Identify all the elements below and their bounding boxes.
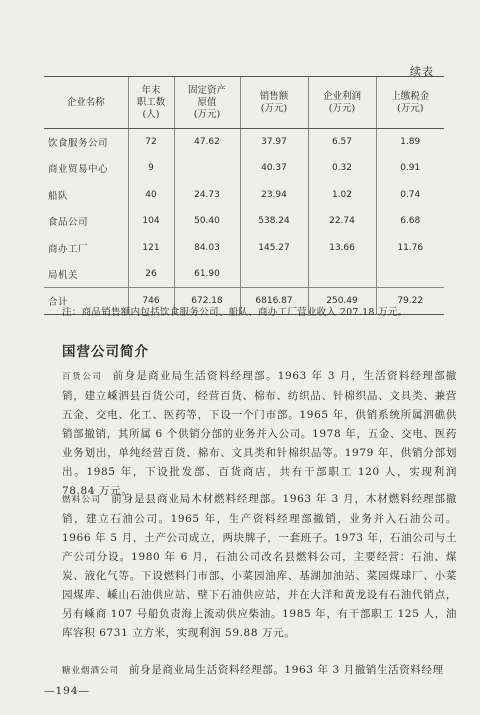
paragraph-lead: 燃料公司: [62, 495, 102, 505]
table-row: 商业贸易中心 9 40.37 0.32 0.91: [44, 155, 444, 182]
table-row: 食品公司 104 50.40 538.24 22.74 6.68: [44, 208, 444, 235]
header-name: 企业名称: [44, 77, 128, 129]
paragraph-text: 前身是县商业局木材燃料经理部。1963 年 3 月，木材燃料经理部撤销，建立石油公司。1965 年，生产资料经理部撤销，业务并入石油公司。1966 年 5 月，土产公司成立，两块牌子，一套班子。1973 年，石油公司与土产公司分设。1980 年 6 月，石油公司改名县燃料公司，主要经营：石油、煤炭、液化气等。下设燃料门市部、小菜园油库、基湖加油站、菜园煤球厂、小菜园煤库、嵊山石油供应站、壁下石油供应站，并在大洋和黄龙设有石油代销点，另有嵊商 107 号船负责海上流动供应柴油。1985 年，有干部职工 125 人，油库容积 6731 立方米，实现利润 59.88 万元。: [62, 493, 457, 639]
paragraph-lead: 糖业烟酒公司: [62, 666, 120, 676]
page-number: —194—: [44, 685, 91, 697]
paragraph-department-store: [62, 367, 457, 501]
paragraph-lead: 百货公司: [62, 372, 103, 382]
paragraph-sugar-tobacco-company: [62, 661, 457, 681]
header-profit: 企业利润 (万元): [308, 77, 376, 129]
header-assets: 固定资产 原值 (万元): [174, 77, 240, 129]
header-staff: 年末 职工数 (人): [128, 77, 174, 129]
enterprise-statistics-table: [44, 76, 444, 315]
header-tax: 上缴税金 (万元): [376, 77, 444, 129]
header-sales: 销售额 (万元): [240, 77, 308, 129]
paragraph-text: 前身是商业局生活资料经理部。1963 年 3 月，生活资料经理部撤销，建立嵊泗县百货公司，经营百货、棉布、纺织品、针棉织品、文具类、兼营五金、交电、化工、医药等，下设一个门市部。1965 年，供销系统所属泗礁供销部撤销，其所属 6 个供销分部的业务并入公司。1978 年，五金、交电、医药业务划出，单纯经营百货、棉布、文具类和针棉织品等。1979 年，供销分部划出。1985 年，下设批发部、百货商店，共有干部职工 120 人，实现利润 78.84 万元。: [62, 370, 457, 497]
section-title: 国营公司简介: [62, 344, 149, 360]
table-total-row: 合计 746 672.18 6816.87 250.49 79.22: [44, 288, 444, 315]
table-row: 饮食服务公司 72 47.62 37.97 6.57 1.89: [44, 129, 444, 156]
table-header-row: [44, 77, 444, 129]
table-row: 局机关 26 61.90: [44, 261, 444, 288]
table-footnote: 注：商品销售额内包括饮食服务公司、船队、商办工厂营业收入 207.18 万元。: [62, 307, 408, 318]
paragraph-text: 前身是商业局生活资料经理部。1963 年 3 月撤销生活资料经理: [129, 664, 444, 676]
table-continued-label: 续表: [410, 65, 434, 78]
table-row: 船队 40 24.73 23.94 1.02 0.74: [44, 182, 444, 209]
table-row: 商办工厂 121 84.03 145.27 13.66 11.76: [44, 235, 444, 262]
paragraph-fuel-company: [62, 490, 457, 643]
